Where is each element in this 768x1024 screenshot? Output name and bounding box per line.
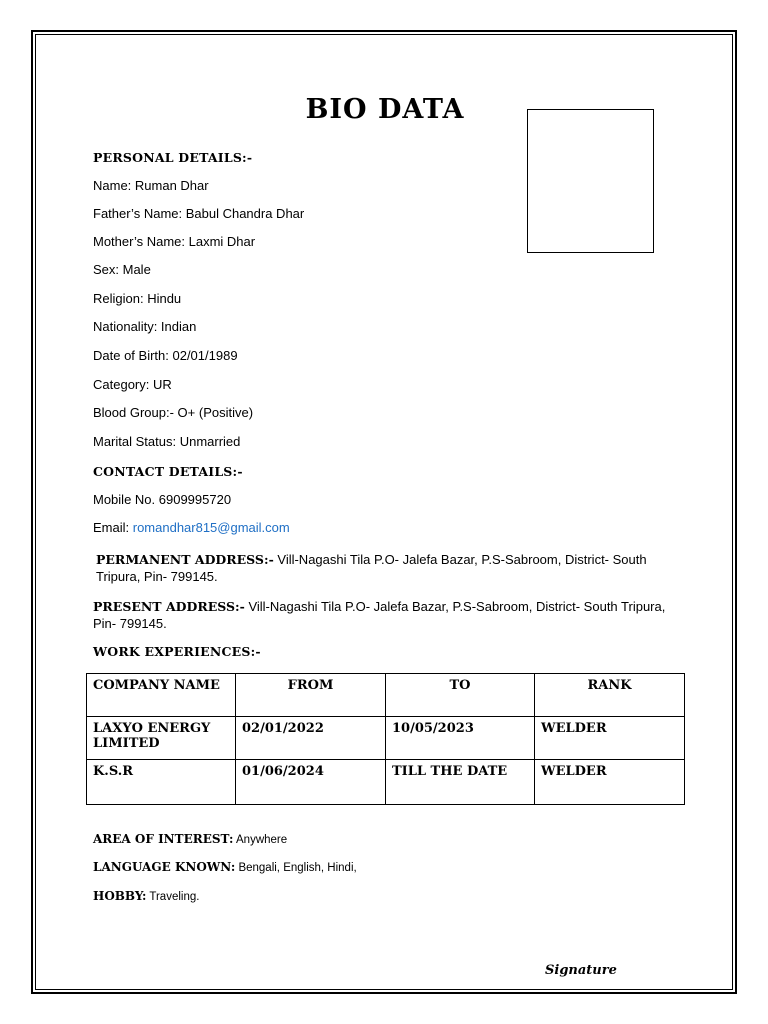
mobile-line: Mobile No. 6909995720	[93, 492, 232, 507]
col-company-name: COMPANY NAME	[87, 674, 236, 717]
marital-status-line: Marital Status: Unmarried	[93, 434, 241, 449]
cell-from: 02/01/2022	[236, 717, 386, 760]
hobby-value: Traveling.	[146, 891, 200, 903]
present-address	[93, 598, 678, 632]
table-row	[87, 760, 685, 805]
language-known	[93, 860, 357, 874]
personal-details-heading: PERSONAL DETAILS:-	[93, 150, 253, 165]
col-to: TO	[386, 674, 535, 717]
present-address-value: Vill-Nagashi Tila P.O- Jalefa Bazar, P.S-Sabroom, District- South Tripura, Pin- 799145.	[93, 599, 666, 631]
area-of-interest-value: Anywhere	[233, 834, 288, 846]
hobby	[93, 889, 199, 903]
permanent-address-label: PERMANENT ADDRESS:-	[96, 552, 274, 567]
cell-company: K.S.R	[87, 760, 236, 805]
email-label: Email:	[93, 520, 133, 535]
cell-to: TILL THE DATE	[386, 760, 535, 805]
mother-name-line: Mother’s Name: Laxmi Dhar	[93, 234, 256, 249]
signature-label: Signature	[545, 963, 617, 978]
religion-line: Religion: Hindu	[93, 291, 182, 306]
table-row	[87, 717, 685, 760]
permanent-address-value: Vill-Nagashi Tila P.O- Jalefa Bazar, P.S-Sabroom, District- South Tripura, Pin- 799145.	[96, 552, 647, 584]
cell-from: 01/06/2024	[236, 760, 386, 805]
area-of-interest	[93, 832, 287, 846]
dob-line: Date of Birth: 02/01/1989	[93, 348, 238, 363]
present-address-label: PRESENT ADDRESS:-	[93, 599, 245, 614]
cell-rank: WELDER	[535, 760, 685, 805]
table-header-row	[87, 674, 685, 717]
hobby-label: HOBBY:	[93, 889, 147, 903]
photo-placeholder	[527, 109, 654, 253]
email-line	[93, 520, 290, 535]
area-of-interest-label: AREA OF INTEREST:	[93, 832, 234, 846]
permanent-address	[96, 551, 681, 585]
page-title: BIO DATA	[305, 94, 465, 125]
name-line: Name: Ruman Dhar	[93, 178, 209, 193]
col-rank: RANK	[535, 674, 685, 717]
work-experiences-heading: WORK EXPERIENCES:-	[93, 644, 261, 659]
cell-company: LAXYO ENERGY LIMITED	[87, 717, 236, 760]
nationality-line: Nationality: Indian	[93, 319, 197, 334]
col-from: FROM	[236, 674, 386, 717]
work-experience-table	[86, 673, 685, 805]
language-known-value: Bengali, English, Hindi,	[235, 862, 357, 874]
cell-to: 10/05/2023	[386, 717, 535, 760]
category-line: Category: UR	[93, 377, 172, 392]
blood-group-line: Blood Group:- O+ (Positive)	[93, 405, 254, 420]
sex-line: Sex: Male	[93, 262, 151, 277]
email-link[interactable]: romandhar815@gmail.com	[132, 520, 290, 535]
cell-rank: WELDER	[535, 717, 685, 760]
father-name-line: Father’s Name: Babul Chandra Dhar	[93, 206, 305, 221]
language-known-label: LANGUAGE KNOWN:	[93, 860, 236, 874]
contact-details-heading: CONTACT DETAILS:-	[93, 464, 243, 479]
